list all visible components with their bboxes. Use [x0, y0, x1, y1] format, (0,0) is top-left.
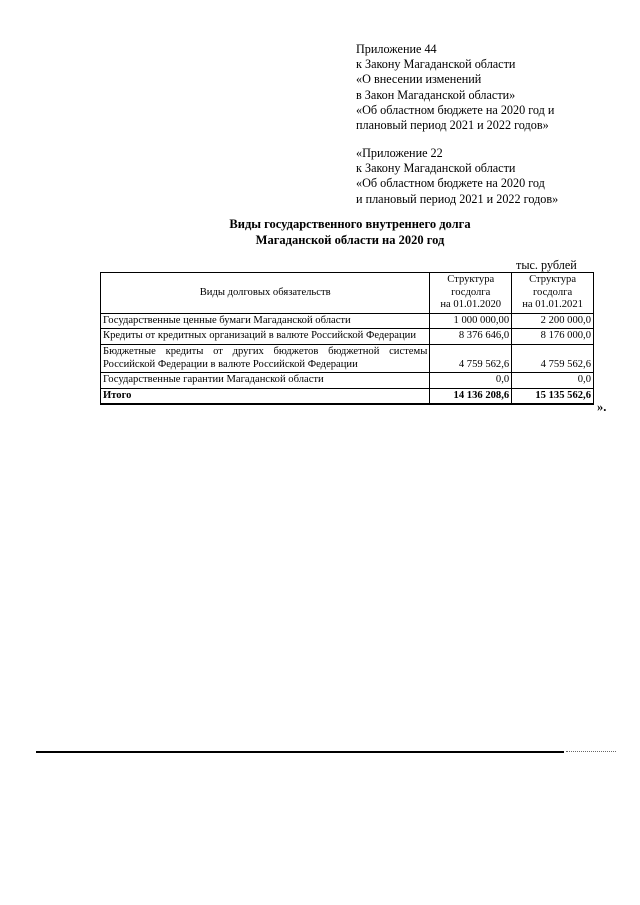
appendix-44-header	[356, 42, 554, 133]
header-line: Приложение 44	[356, 42, 437, 56]
footer-divider-dotted	[566, 751, 616, 752]
header-line: к Закону Магаданской области	[356, 161, 516, 176]
header-line: «Приложение 22	[356, 146, 443, 160]
header-line: Структура	[447, 274, 495, 285]
total-value-2020: 14 136 208,6	[430, 388, 512, 404]
row-value-2021: 4 759 562,6	[512, 344, 594, 372]
title-line: Виды государственного внутреннего долга	[229, 217, 471, 231]
debt-table	[100, 272, 594, 405]
column-header-2020	[430, 273, 512, 314]
header-line: госдолга	[532, 286, 573, 298]
table-row	[101, 313, 594, 329]
header-line: на 01.01.2020	[440, 299, 502, 311]
table-row	[101, 344, 594, 372]
row-value-2021: 8 176 000,0	[512, 329, 594, 345]
row-name: Государственные гарантии Магаданской области	[101, 373, 430, 389]
row-value-2020: 8 376 646,0	[430, 329, 512, 345]
row-value-2020: 4 759 562,6	[430, 344, 512, 372]
header-line: Структура	[529, 274, 577, 285]
title-line: Магаданской области на 2020 год	[255, 232, 445, 247]
table-total-row	[101, 388, 594, 404]
header-line: госдолга	[451, 286, 491, 298]
header-line: «О внесении изменений	[356, 72, 482, 87]
column-header-obligations: Виды долговых обязательств	[101, 273, 430, 314]
total-value-2021: 15 135 562,6	[512, 388, 594, 404]
row-name: Кредиты от кредитных организаций в валюте Российской Федерации	[101, 329, 430, 345]
header-line: плановый период 2021 и 2022 годов»	[356, 118, 549, 133]
row-value-2021: 2 200 000,0	[512, 313, 594, 329]
units-label: тыс. рублей	[516, 258, 577, 272]
row-value-2020: 0,0	[430, 373, 512, 389]
row-value-2020: 1 000 000,00	[430, 313, 512, 329]
column-header-2021	[512, 273, 594, 314]
header-line: и плановый период 2021 и 2022 годов»	[356, 191, 559, 206]
row-name: Бюджетные кредиты от других бюджетов бюджетной системы Российской Федерации в валюте Российской Федерации	[101, 344, 430, 372]
document-title	[0, 217, 640, 248]
footer-divider	[36, 751, 564, 753]
header-line: в Закон Магаданской области»	[356, 87, 516, 102]
header-line: «Об областном бюджете на 2020 год	[356, 176, 545, 191]
header-line: на 01.01.2021	[522, 299, 583, 311]
table-header-row	[101, 273, 594, 314]
closing-quote: ».	[597, 400, 607, 414]
row-value-2021: 0,0	[512, 373, 594, 389]
header-line: к Закону Магаданской области	[356, 57, 516, 72]
appendix-22-header	[356, 146, 558, 207]
row-name: Государственные ценные бумаги Магаданской области	[101, 313, 430, 329]
table-row	[101, 329, 594, 345]
table-row	[101, 373, 594, 389]
header-line: «Об областном бюджете на 2020 год и	[356, 102, 555, 117]
total-label: Итого	[101, 388, 430, 404]
